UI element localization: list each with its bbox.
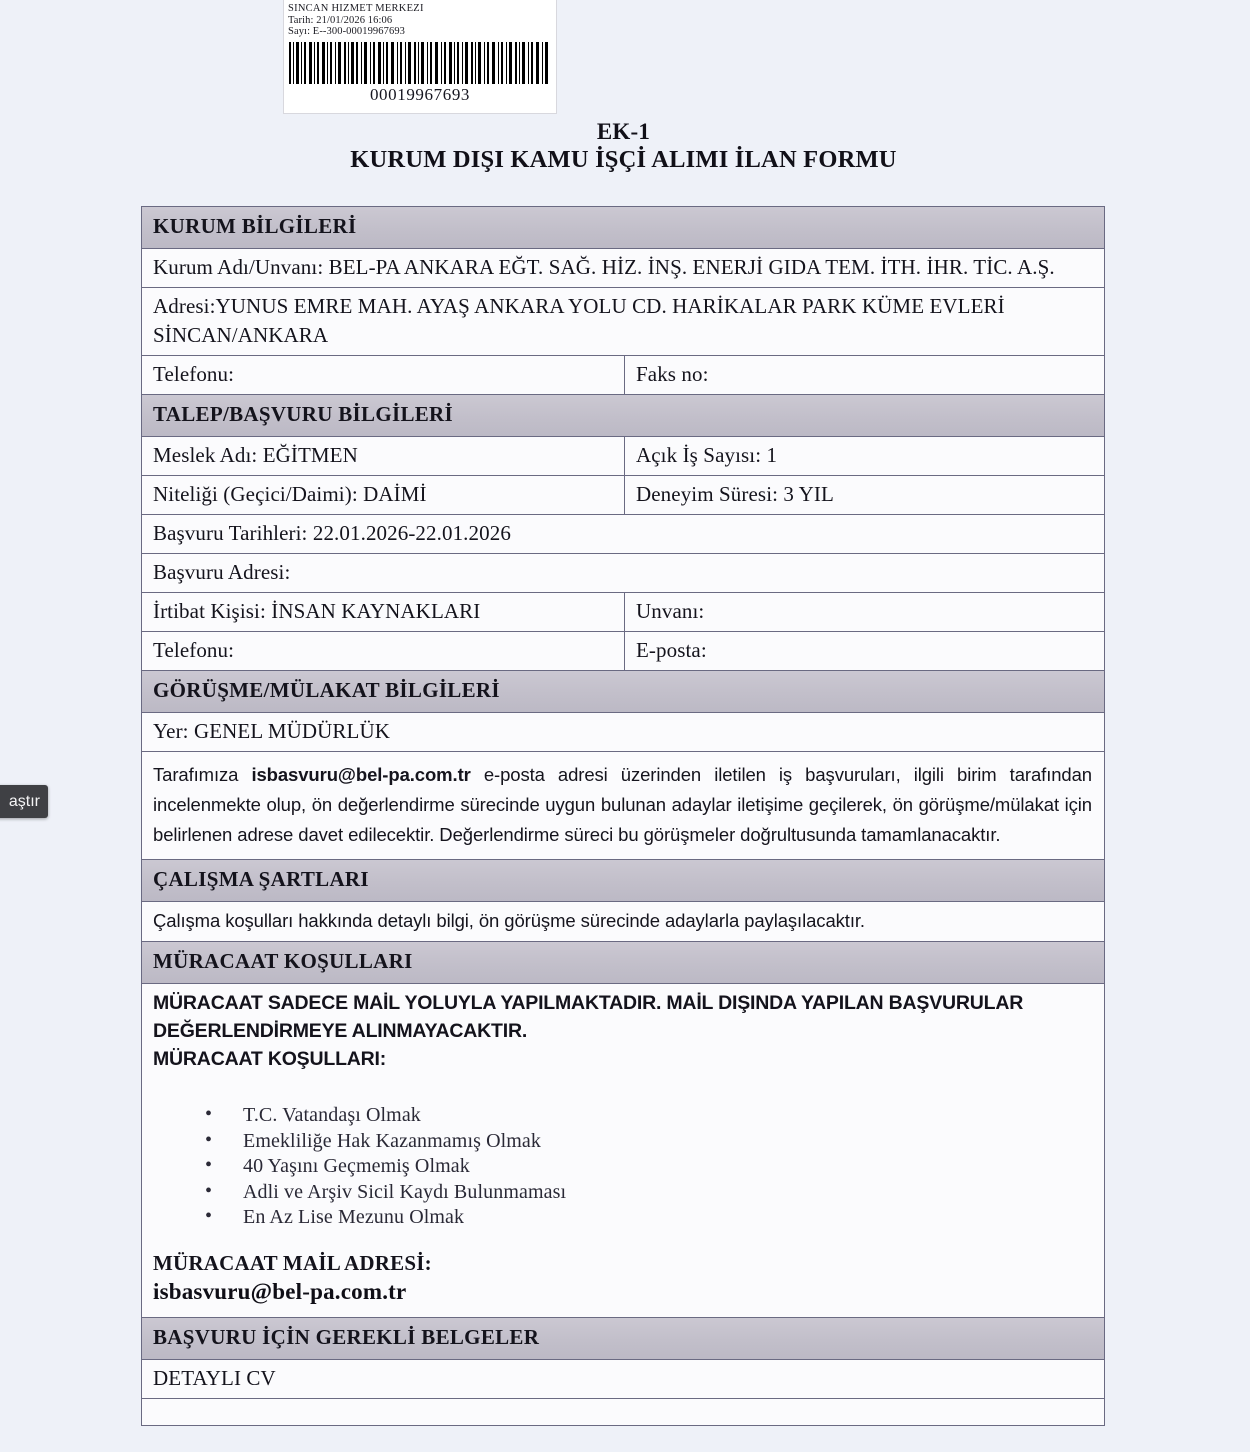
table-row (142, 671, 1104, 713)
field-basvuru-adresi: Başvuru Adresi: (153, 560, 291, 584)
table-row (142, 437, 1104, 476)
table-row (142, 632, 1104, 671)
field-kurum-adi: Kurum Adı/Unvanı: BEL-PA ANKARA EĞT. SAĞ. HİZ. İNŞ. ENERJİ GIDA TEM. İTH. İHR. TİC. A.Ş. (153, 255, 1055, 279)
section-header-talep-basvuru: TALEP/BAŞVURU BİLGİLERİ (142, 395, 1104, 436)
section-header-gerekli-belgeler: BAŞVURU İÇİN GEREKLİ BELGELER (142, 1318, 1104, 1359)
section-header-gorusme-mulakat: GÖRÜŞME/MÜLAKAT BİLGİLERİ (142, 671, 1104, 712)
muracaat-notice-line-2: DEĞERLENDİRMEYE ALINMAYACAKTIR. (153, 1020, 528, 1042)
muracaat-mail-label: MÜRACAAT MAİL ADRESİ: (153, 1250, 432, 1275)
table-row (142, 395, 1104, 437)
field-basvuru-tarihleri: Başvuru Tarihleri: 22.01.2026-22.01.2026 (153, 521, 511, 545)
field-belge-1: DETAYLI CV (153, 1365, 276, 1390)
barcode-number: 00019967693 (369, 84, 471, 104)
list-item: • 40 Yaşını Geçmemiş Olmak (205, 1154, 1092, 1180)
barcode-image (288, 42, 550, 84)
list-item: • En Az Lise Mezunu Olmak (205, 1205, 1092, 1231)
muracaat-notice-line-1: MÜRACAAT SADECE MAİL YOLUYLA YAPILMAKTADIR. MAİL DIŞINDA YAPILAN BAŞVURULAR (153, 992, 1024, 1014)
muracaat-list-heading: MÜRACAAT KOŞULLARI: (153, 1048, 387, 1070)
field-adresi: Adresi:YUNUS EMRE MAH. AYAŞ ANKARA YOLU CD. HARİKALAR PARK KÜME EVLERİ SİNCAN/ANKARA (153, 294, 1005, 347)
table-row (142, 1360, 1104, 1399)
table-row (142, 984, 1104, 1318)
field-acik-is-sayisi: Açık İş Sayısı: 1 (636, 443, 778, 467)
list-item: • Adli ve Arşiv Sicil Kaydı Bulunmaması (205, 1180, 1092, 1206)
field-irtibat-eposta: E-posta: (636, 638, 707, 662)
field-unvani: Unvanı: (636, 599, 705, 623)
field-gorusme-yer: Yer: GENEL MÜDÜRLÜK (153, 719, 390, 743)
table-row (142, 593, 1104, 632)
muracaat-kosullari-content (142, 984, 1104, 1317)
stamp-number: Sayı: E--300-00019967693 (288, 26, 406, 37)
field-kurum-telefon: Telefonu: (142, 356, 625, 394)
table-row (142, 752, 1104, 860)
table-row (142, 860, 1104, 902)
section-header-muracaat-kosullari: MÜRACAAT KOŞULLARI (142, 942, 1104, 983)
table-row (142, 476, 1104, 515)
field-kurum-faks: Faks no: (636, 362, 709, 386)
annex-label: EK-1 (596, 119, 651, 144)
application-email-inline: isbasvuru@bel-pa.com.tr (251, 764, 471, 785)
table-row (142, 356, 1104, 395)
table-row (142, 288, 1104, 356)
table-row (142, 713, 1104, 752)
muracaat-requirements-list (153, 1103, 1092, 1231)
page-title: KURUM DIŞI KAMU İŞÇİ ALIMI İLAN FORMU (350, 146, 897, 173)
field-belge-2 (142, 1399, 1104, 1425)
gorusme-paragraph (142, 752, 1104, 859)
table-row (142, 249, 1104, 288)
stamp-office-name: SINCAN HIZMET MERKEZI (288, 3, 424, 14)
form-table (141, 206, 1105, 1426)
field-irtibat-kisisi: İrtibat Kişisi: İNSAN KAYNAKLARI (142, 593, 625, 631)
paragraph-text-after-email: e-posta adresi üzerinden iletilen iş başvuruları, ilgili birim tarafından incelenmekte olup, ön değerlendirme sürecinde uygun bulunan adaylar iletişime geçilerek, ön görüşme/mülakat için belirlenen adrese davet edilecektir. Değerlendirme süreci bu görüşmeler doğrultusunda tamamlanacaktır. (153, 764, 1092, 845)
list-item: • T.C. Vatandaşı Olmak (205, 1103, 1092, 1129)
field-irtibat-telefon: Telefonu: (142, 632, 625, 670)
field-deneyim-suresi: Deneyim Süresi: 3 YIL (636, 482, 834, 506)
scan-stamp (283, 0, 557, 114)
field-niteligi: Niteliği (Geçici/Daimi): DAİMİ (142, 476, 625, 514)
list-item: • Emekliliğe Hak Kazanmamış Olmak (205, 1129, 1092, 1155)
field-calisma-sartlari-text: Çalışma koşulları hakkında detaylı bilgi, ön görüşme sürecinde adaylarla paylaşılacaktır. (153, 910, 865, 931)
table-row (142, 1399, 1104, 1426)
section-header-kurum-bilgileri: KURUM BİLGİLERİ (142, 207, 1104, 248)
table-row (142, 515, 1104, 554)
document-heading (141, 118, 1106, 174)
table-row (142, 902, 1104, 942)
table-row (142, 942, 1104, 984)
section-header-calisma-sartlari: ÇALIŞMA ŞARTLARI (142, 860, 1104, 901)
table-row (142, 554, 1104, 593)
table-row (142, 1318, 1104, 1360)
muracaat-mail-address: isbasvuru@bel-pa.com.tr (153, 1278, 407, 1304)
field-meslek-adi: Meslek Adı: EĞİTMEN (142, 437, 625, 475)
table-row (142, 207, 1104, 249)
share-tooltip-chip[interactable]: aştır (0, 785, 48, 818)
paragraph-text-before-email: Tarafımıza (153, 764, 252, 785)
stamp-date: Tarih: 21/01/2026 16:06 (288, 14, 393, 26)
